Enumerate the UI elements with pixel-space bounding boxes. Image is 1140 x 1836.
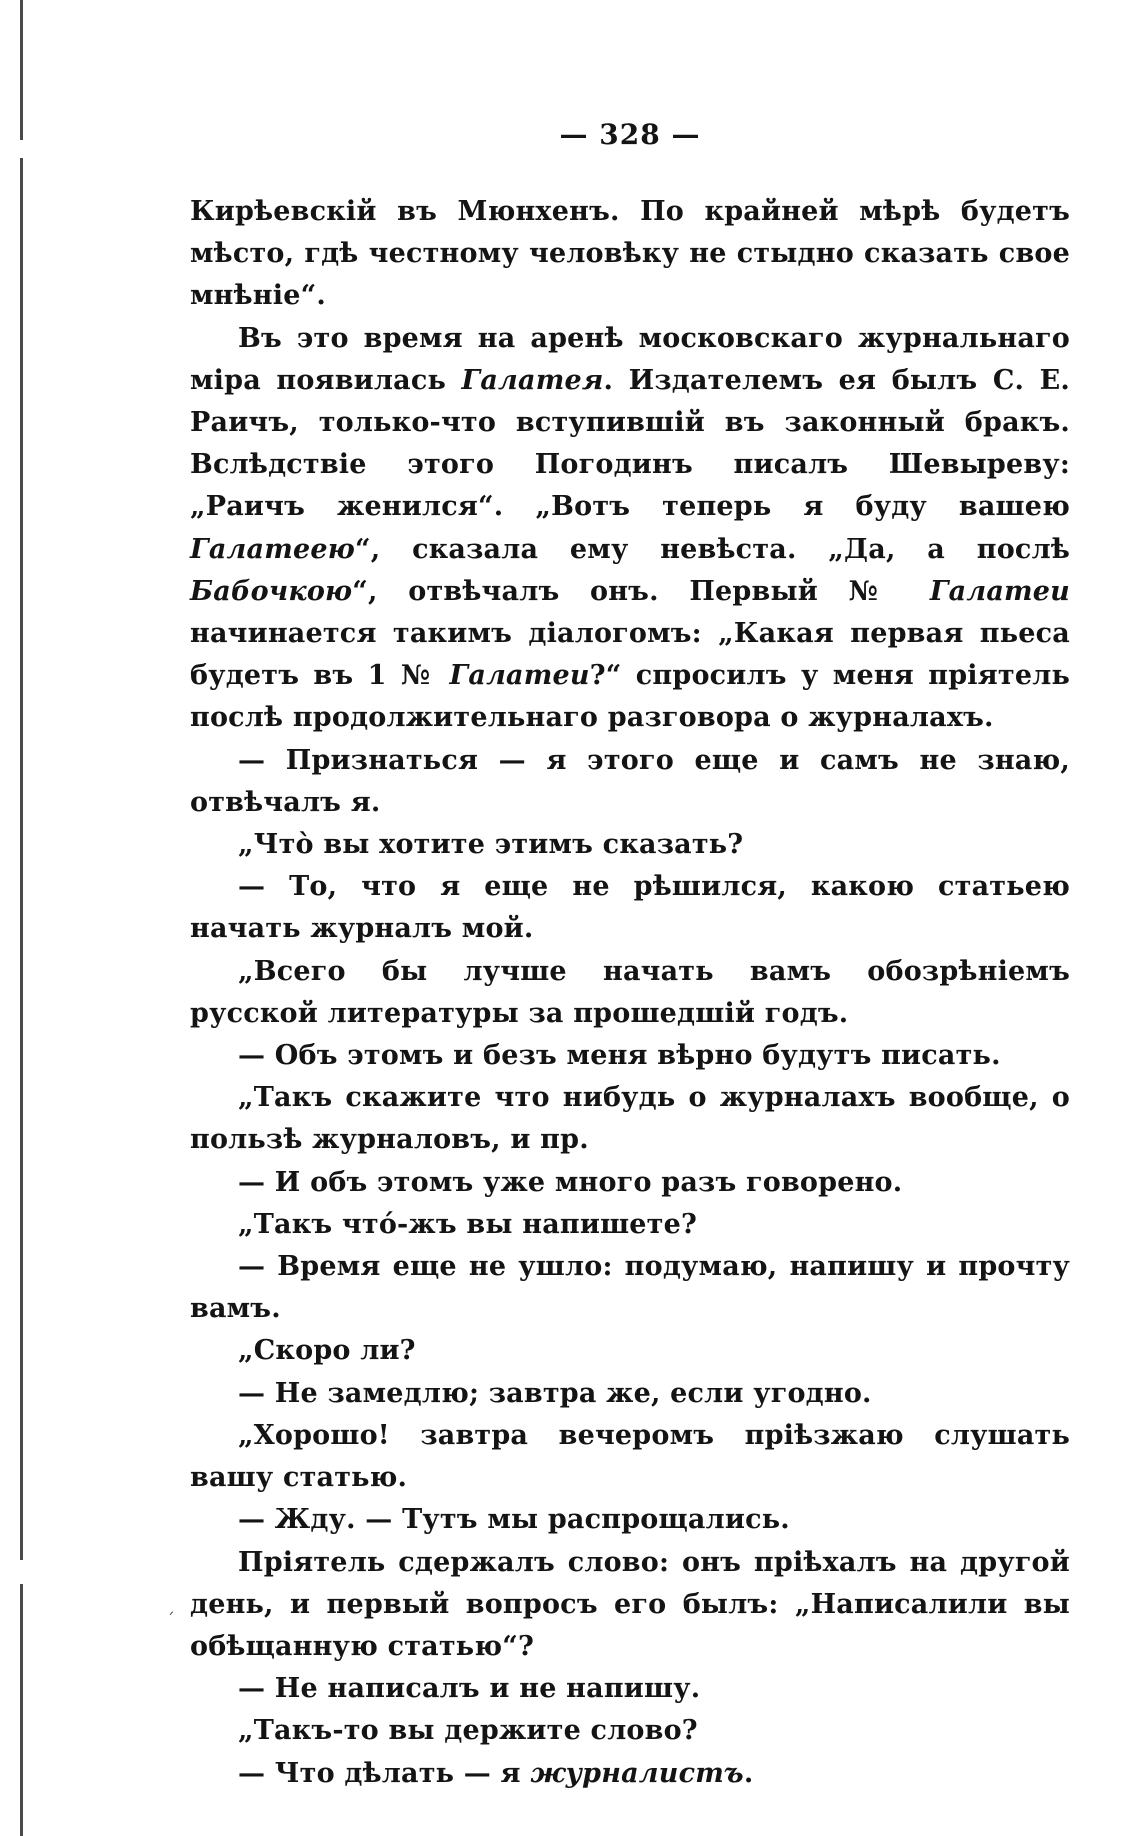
paragraph: — И объ этомъ уже много разъ говорено. — [238, 1166, 903, 1198]
paragraph: „Скоро ли? — [238, 1335, 416, 1367]
paragraph: „Такъ чтó-жъ вы напишете? — [238, 1208, 698, 1240]
italic-title: Галатеи — [929, 575, 1070, 607]
italic-title: Бабочкою — [190, 575, 353, 607]
italic-title: Галатеею — [190, 533, 355, 565]
spine-gap — [20, 1560, 23, 1584]
paragraph: — То, что я еще не рѣшился, какою статьею начать журналъ мой. — [190, 871, 1070, 945]
margin-mark: ˊ — [166, 1610, 175, 1631]
italic-title: журналистъ — [530, 1757, 744, 1789]
paragraph: „Всего бы лучше начать вамъ обозрѣніемъ русской литературы за прошедшій годъ. — [190, 955, 1070, 1029]
text-run: ?“ спросилъ у меня пріятель послѣ продолжительнаго разговора о журналахъ. — [190, 660, 1070, 734]
paragraph — [190, 318, 1070, 740]
paragraph: — Признаться — я этого еще и самъ не знаю, отвѣчалъ я. — [190, 744, 1070, 818]
text-run: “, сказала ему невѣста. „Да, а послѣ — [354, 533, 1070, 565]
text-run: Въ это время на аренѣ московскаго журнальнаго міра появилась — [190, 322, 1070, 396]
paragraph: Пріятель сдержалъ слово: онъ пріѣхалъ на другой день, и первый вопросъ его былъ: „Написалили вы обѣщанную статью“? — [190, 1546, 1070, 1662]
paragraph: — Объ этомъ и безъ меня вѣрно будутъ писать. — [238, 1040, 1001, 1072]
paragraph: „Такъ-то вы держите слово? — [238, 1715, 698, 1747]
paragraph: Кирѣевскій въ Мюнхенъ. По крайней мѣрѣ будетъ мѣсто, гдѣ честному человѣку не стыдно сказать свое мнѣніе“. — [190, 196, 1070, 312]
paragraph: „Чтò вы хотите этимъ сказать? — [238, 829, 744, 861]
italic-title: Галатеи — [449, 660, 590, 692]
italic-title: Галатея — [461, 364, 604, 396]
paragraph: — Не написалъ и не напишу. — [238, 1673, 701, 1705]
paragraph: — Не замедлю; завтра же, если угодно. — [238, 1377, 872, 1409]
text-run: начинается такимъ діалогомъ: „Какая первая пьеса будетъ въ 1 № — [190, 618, 1070, 692]
text-run: — Что дѣлать — я — [238, 1757, 531, 1789]
paragraph: „Такъ скажите что нибудь о журналахъ вообще, о пользѣ журналовъ, и пр. — [190, 1082, 1070, 1156]
text-run: “, отвѣчалъ онъ. Первый № — [352, 575, 930, 607]
spine-gap — [20, 140, 23, 158]
paragraph: „Хорошо! завтра вечеромъ пріѣзжаю слушать вашу статью. — [190, 1419, 1070, 1494]
paragraph: — Время еще не ушло: подумаю, напишу и прочту вамъ. — [190, 1251, 1070, 1325]
body-text — [190, 191, 1070, 1795]
book-page — [190, 118, 1070, 1795]
text-run: . Издателемъ ея былъ С. Е. Раичъ, только-что вступившій въ законный бракъ. Вслѣдствіе этого Погодинъ писалъ Шевыреву: „Раичъ женился“. „Вотъ теперь я буду вашею — [190, 364, 1070, 523]
text-run: . — [743, 1757, 754, 1789]
paragraph — [190, 1753, 1070, 1795]
page-number: — 328 — — [559, 118, 701, 151]
paragraph: — Жду. — Тутъ мы распрощались. — [238, 1504, 790, 1536]
